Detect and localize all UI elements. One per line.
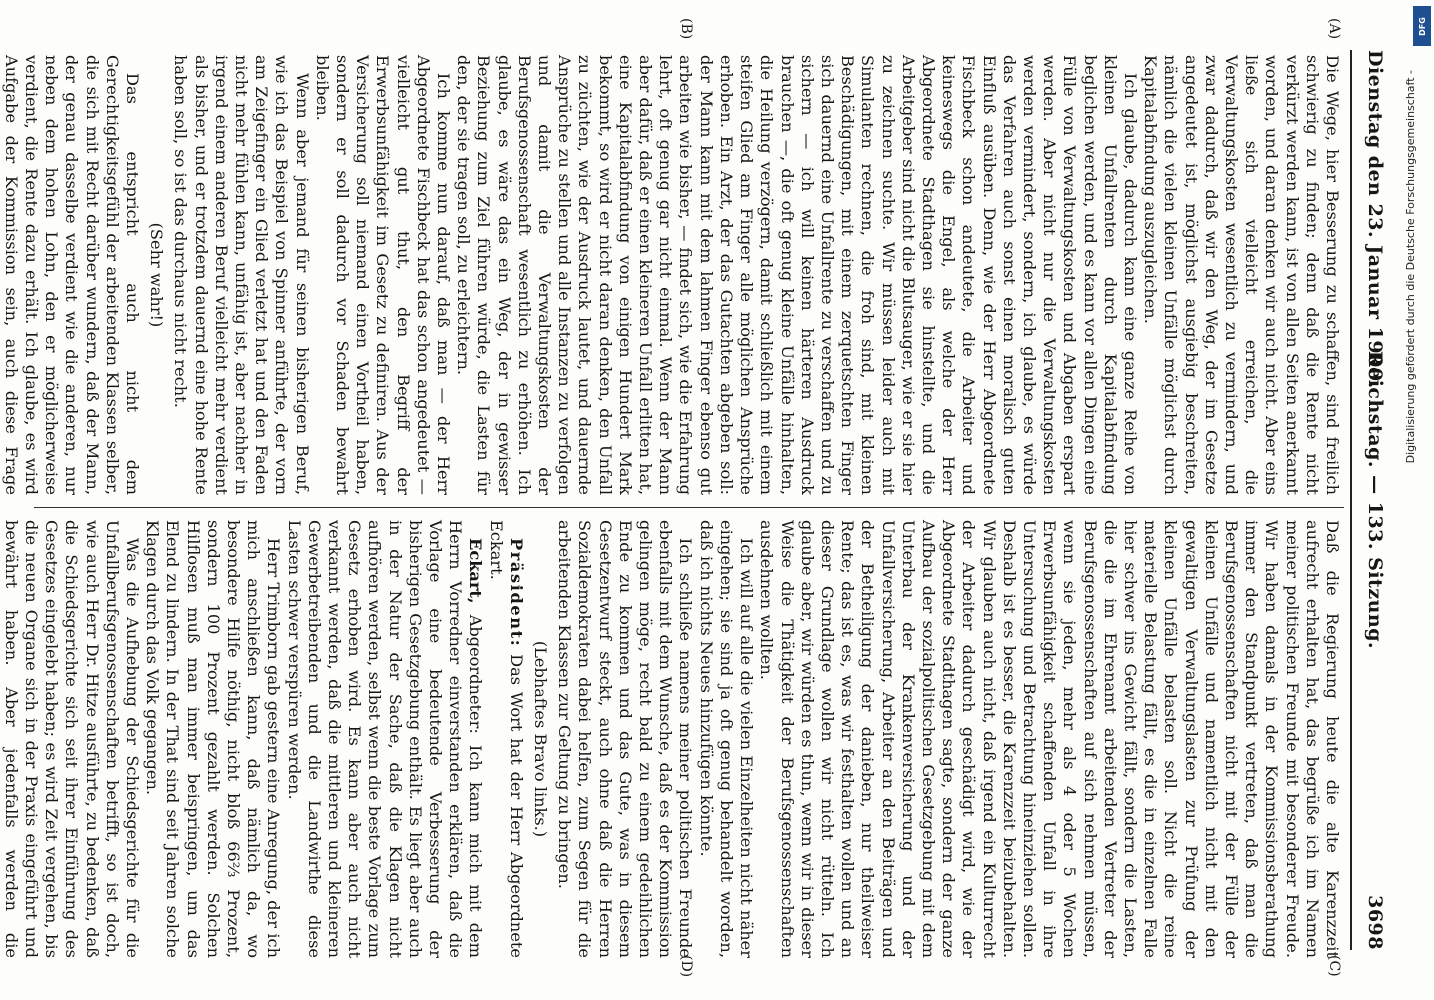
president-paragraph xyxy=(485,520,525,958)
paragraph: Die Wege, hier Besserung zu schaffen, sind freilich schwierig zu finden; denn daß die Rente nicht verkürzt werden kann, ist von allen Seiten anerkannt worden, und daran denken wir auch nicht. Aber eins ließe sich vielleicht erreichen, die Verwaltungskosten wesentlich zu vermindern, und zwar dadurch, daß wir den Weg, der im Gesetze angedeutet ist, möglichst ausgiebig beschreiten, nämlich die vielen kleinen Unfälle möglichst durch Kapitalabfindung auszugleichen. xyxy=(1141,55,1342,495)
right-column xyxy=(1,520,1342,959)
paragraph: Ich kann mich mit dem Herrn Vorredner einverstanden erklären, daß die Vorlage eine bedeutende Verbesserung der bisherigen Gesetzgebung enthält. Es liegt aber auch in der Natur der Sache, daß die Klagen nicht aufhören werden, selbst wenn die beste Vorlage zum Gesetz erhoben wird. Es kann aber auch nicht verkannt werden, daß die mittleren und kleineren Gewerbetreibenden und die Landwirthe diese Lasten schwer verspüren werden. xyxy=(284,520,486,959)
president-label: Präsident: xyxy=(506,538,526,648)
digitization-credit xyxy=(1395,70,1425,770)
paragraph: Ich glaube, dadurch kann eine ganze Reihe von kleinen Unfallrenten durch Kapitalabfindung beglichen werden, und es kann vor allen Dingen eine Fülle von Verwaltungskosten und Abgaben erspart werden. Aber nicht nur die Verwaltungskosten werden vermindert, sondern, ich glaube, es würde das Verfahren auch sonst einen moralisch guten Einfluß ausüben. Denn, wie der Herr Abgeordnete Fischbeck schon andeutete, die Arbeiter und keineswegs die Engel, als welche der Herr Abgeordnete Stadthagen sie hinstellte, und die Arbeitgeber sind nicht die Blutsauger, wie er sie hier zu zeichnen suchte. Wir müssen leider auch mit Simulanten rechnen, die froh sind, mit kleinen Beschädigungen, mit einem zerquetschten Finger sich dauernd eine Unfallrente zu verschaffen und zu sichern — ich will keinen härteren Ausdruck brauchen —, die oft genug kleine Unfälle hinhalten, die Heilung verzögern, damit schließlich mit einem steifen Glied am Finger alle möglichen Ansprüche erhoben. Ein Arzt, der das Gutachten abgeben soll: der Mann kann mit dem lahmen Finger ebenso gut arbeiten wie bisher, — findet sich, wie die Erfahrung lehrt, oft genug gar nicht einmal. Wenn der Mann aber dafür, daß er einen kleineren Unfall erlitten hat, eine Kapitalabfindung von einigen Hundert Mark bekommt, so wird er nicht daran denken, den Unfall zu züchten, wie der Ausdruck lautet, und dauernde Ansprüche zu stellen und alle Instanzen zu verfolgen und damit die Verwaltungskosten der Berufsgenossenschaft wesentlich zu erhöhen. Ich glaube, es wäre das ein Weg, der in gewisser Beziehung zum Ziel führen würde, die Lasten für den, der sie tragen soll, zu erleichtern. xyxy=(454,55,1140,495)
header-session: Reichstag. — 133. Sitzung. xyxy=(1364,350,1386,650)
column-divider xyxy=(34,507,1344,508)
speaker-role: Abgeordneter: xyxy=(466,614,486,734)
paragraph: Das entspricht auch nicht dem Gerechtigkeitsgefühl der arbeitenden Klassen selber, die sich mit Recht darüber wundern, daß der Mann, der genau dasselbe verdient wie die anderen, nur neben dem hohen Lohn, den er möglicherweise verdient, die Rente dazu erhält. Ich glaube, es wird Aufgabe der Kommission sein, auch diese Frage xyxy=(1,55,143,495)
paragraph: Herr Trimborn gab gestern eine Anregung, der ich mich anschließen kann, daß nämlich da, wo besondere Hilfe nöthig, nicht bloß 66⅔ Prozent, sondern 100 Prozent gezahlt werden. Solchen Hilflosen muß man immer beispringen, um das Elend zu lindern. In der That sind seit Jahren solche Klagen durch das Volk gegangen. xyxy=(143,520,284,958)
speaker-name: Eckart, xyxy=(466,538,486,604)
paragraph: Was die Aufhebung der Schiedsgerichte für die Unfallberufsgenossenschaften betrifft, so ist doch, wie auch Herr Dr. Hitze ausführte, zu bedenken, daß die Schiedsgerichte sich seit ihrer Einführung des Gesetzes eingelebt haben; es wird Zeit vergehen, bis die neuen Organe sich in der Praxis eingeführt und bewährt haben. Aber jedenfalls werden die xyxy=(1,520,143,958)
header-page-number: 3698 xyxy=(1364,895,1386,950)
speaker-paragraph xyxy=(283,520,485,958)
margin-mark-c: (C) xyxy=(1326,955,1342,977)
paragraph: Wenn aber jemand für seinen bisherigen Beruf, wie ich das Beispiel von Spinner anführte, der vorn am Zeigefinger ein Glied verletzt hat und den Faden nicht mehr fühlen kann, unfähig ist, aber nachher in irgend einem anderen Beruf vielleicht mehr verdient als bisher, und er trotzdem dauernd eine hohe Rente haben soll, so ist das durchaus nicht recht. xyxy=(171,55,312,495)
applause: (Lebhaftes Bravo links.) xyxy=(531,640,551,838)
margin-mark-a: (A) xyxy=(1326,18,1342,40)
margin-mark-b: (B) xyxy=(678,18,694,40)
dfg-logo xyxy=(1413,6,1431,46)
credit-text: Digitalisierung gefördert durch die Deutsche Forschungsgemeinschaft - xyxy=(1404,70,1417,464)
paragraph: Ich komme nun darauf, daß man — der Herr Abgeordnete Fischbeck hat das schon angedeutet — vielleicht gut thut, den Begriff der Erwerbsunfähigkeit im Gesetz zu definiren. Aus der Versicherung soll niemand einen Vortheil haben, sondern er soll dadurch vor Schaden bewahrt bleiben. xyxy=(312,55,454,495)
dfg-logo-text: DFG xyxy=(1417,16,1427,36)
margin-mark-d: (D) xyxy=(678,955,694,978)
paragraph: Daß die Regierung heute die alte Karenzzeit aufrecht erhalten hat, das begrüße ich im Namen meiner politischen Freunde mit besonderer Freude. Wir haben damals in der Kommissionsberathung immer den Standpunkt vertreten, daß man die Berufsgenossenschaften nicht mit der Fülle der kleinen Unfälle und namentlich nicht mit den gewaltigen Verwaltungslasten zur Prüfung der kleinen Unfälle belasten soll. Nicht die reine materielle Belastung fällt, es die in einzelnen Falle hier schwer ins Gewicht fällt, sondern die Lasten, die die im Ehrenamt arbeitenden Vertreter der Berufsgenossenschaften auf sich nehmen müssen, wenn sie jeden, mehr als 4 oder 5 Wochen Erwerbsunfähigkeit schaffenden Unfall in ihre Untersuchung und Betrachtung hineinziehen sollen. Deshalb ist es besser, die Karenzzeit beizubehalten. Wir glauben auch nicht, daß irgend ein Kulturrecht der Arbeiter dadurch geschädigt wird, wie der Abgeordnete Stadthagen sagte, sondern der ganze Aufbau der sozialpolitischen Gesetzgebung mit dem Unterbau der Krankenversicherung und der Unfallversicherung, Arbeiter an den Beiträgen und der Betheiligung der danieben, nur theilweiser Rente; das ist es, was wir festhalten wollen und an dieser Grundlage wollen wir nicht rütteln. Ich glaube aber, wir würden es thun, wenn wir in dieser Weise die Thätigkeit der Berufsgenossenschaften ausdehnen wollten. xyxy=(757,520,1342,958)
page-header xyxy=(1354,50,1394,950)
interjection: (Sehr wahr!) xyxy=(147,222,167,328)
paragraph: Ich schließe namens meiner politischen Freunde ebenfalls mit dem Wunsche, daß es der Kommission gelingen möge, recht bald zu einem gedeihlichen Ende zu kommen und das Gute, was in diesem Gesetzentwurf steckt, auch ohne daß die Herren Sozialdemokraten dabei helfen, zum Segen für die arbeitenden Klassen zur Geltung zu bringen. xyxy=(555,520,696,958)
header-date: Dienstag den 23. Januar 1900. xyxy=(1364,50,1386,389)
paragraph: Ich will auf alle die vielen Einzelheiten nicht näher eingehen; sie sind ja oft genug behandelt worden, daß ich nichts Neues hinzufügen könnte. xyxy=(696,520,757,958)
header-rule xyxy=(1350,50,1352,950)
left-column xyxy=(1,55,1342,495)
president-text: Das Wort hat der Herr Abgeordnete Eckart. xyxy=(486,520,526,958)
